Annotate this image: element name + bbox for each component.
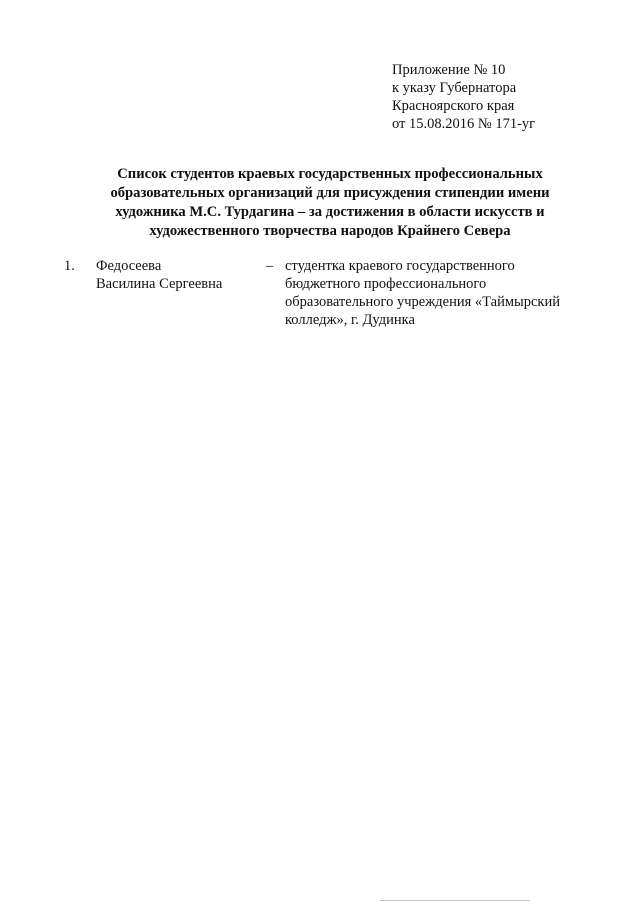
appendix-number: Приложение № 10	[392, 62, 506, 78]
person-surname: Федосеева	[96, 258, 162, 274]
list-item-dash: –	[266, 258, 274, 274]
document-title	[70, 165, 590, 241]
appendix-date: от 15.08.2016 № 171-уг	[392, 116, 536, 132]
description-line-4: колледж», г. Дудинка	[285, 312, 415, 328]
list-item-person-name	[96, 257, 222, 293]
title-line-3: художника М.С. Турдагина – за достижения в области искусств и	[115, 204, 545, 220]
list-item-number: 1.	[64, 258, 75, 274]
description-line-1: студентка краевого государственного	[285, 258, 515, 274]
appendix-header	[392, 61, 535, 133]
description-line-2: бюджетного профессионального	[285, 276, 487, 292]
scan-artifact-line	[380, 900, 530, 901]
list-item-description	[285, 257, 560, 329]
title-line-2: образовательных организаций для присуждения стипендии имени	[110, 185, 550, 201]
description-line-3: образовательного учреждения «Таймырский	[285, 294, 560, 310]
appendix-decree-ref: к указу Губернатора	[392, 80, 517, 96]
person-given-name: Василина Сергеевна	[96, 276, 223, 292]
appendix-region: Красноярского края	[392, 98, 515, 114]
title-line-1: Список студентов краевых государственных профессиональных	[117, 166, 543, 182]
title-line-4: художественного творчества народов Крайнего Севера	[149, 223, 511, 239]
